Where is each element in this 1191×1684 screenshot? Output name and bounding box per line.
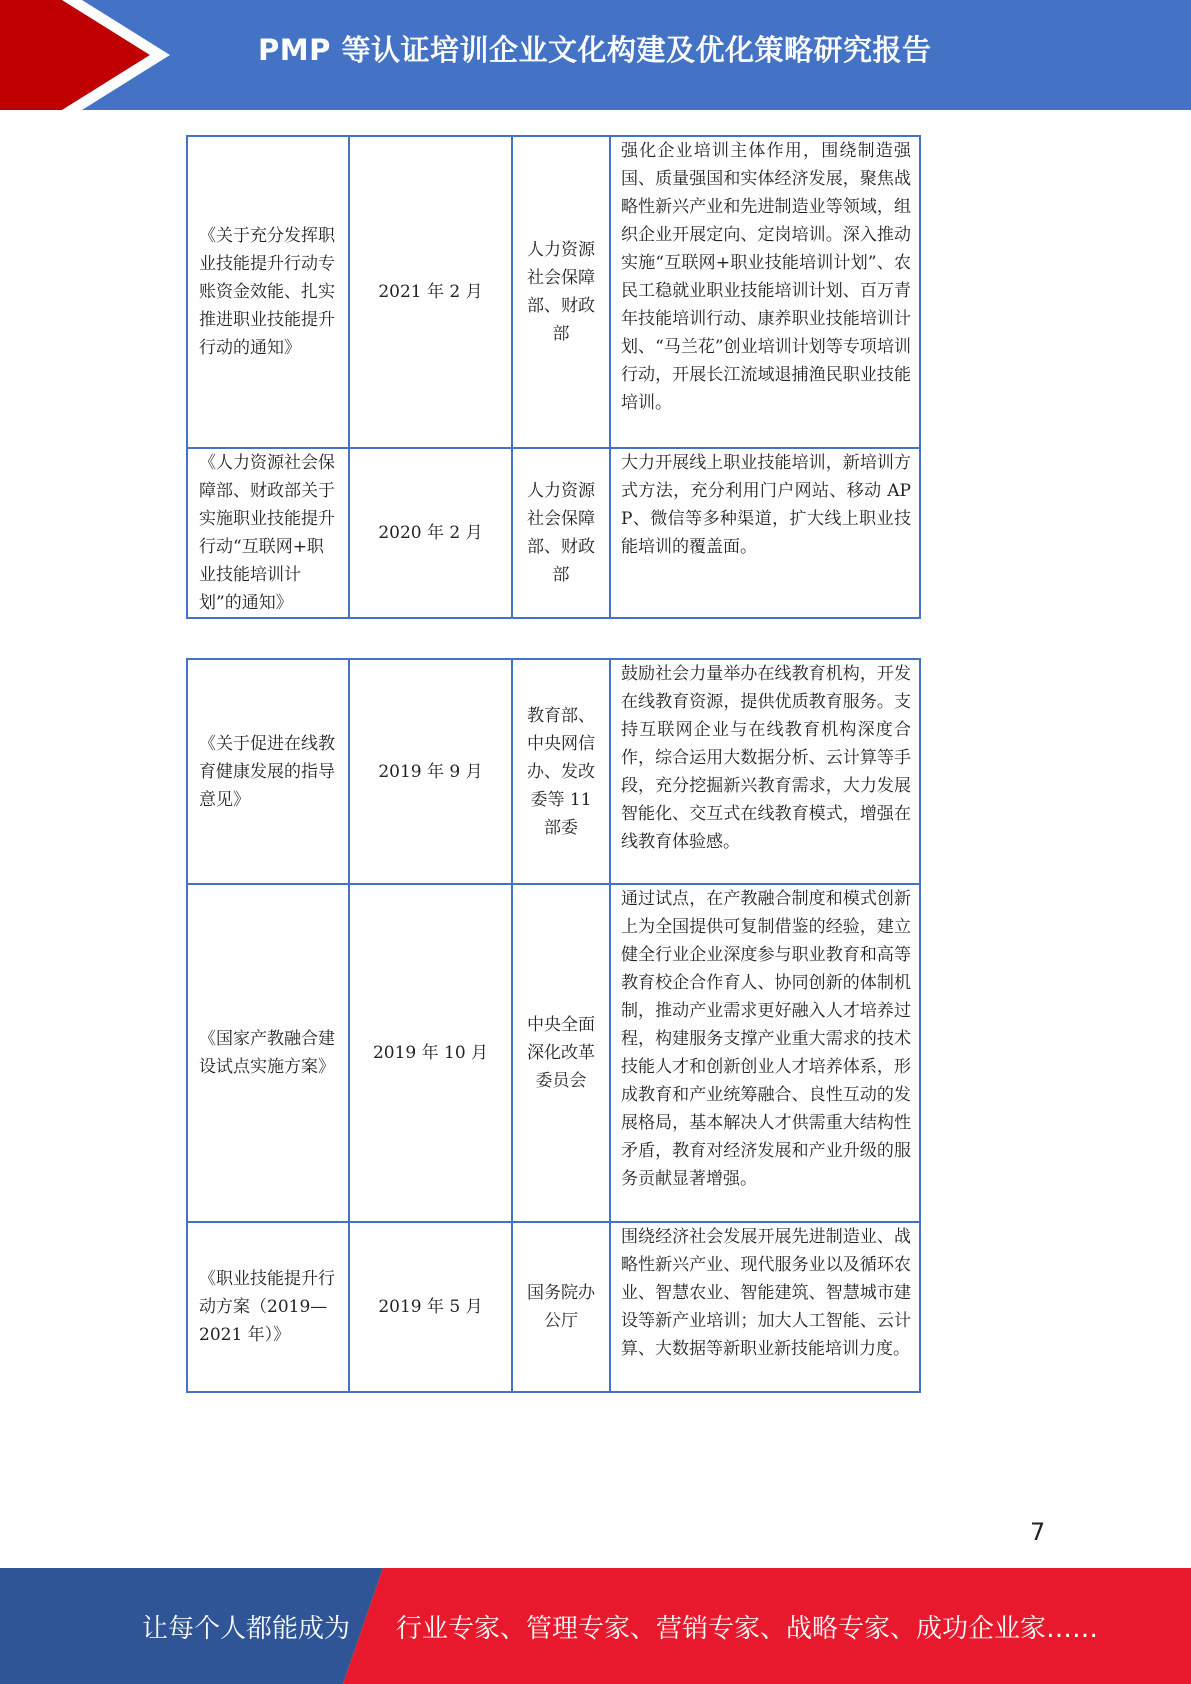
policy-date-cell: 2019 年 9 月 (349, 659, 512, 884)
table-row (187, 136, 920, 448)
policy-content-cell: 围绕经济社会发展开展先进制造业、战略性新兴产业、现代服务业以及循环农业、智慧农业、智能建筑、智慧城市建设等新产业培训；加大人工智能、云计算、大数据等新职业新技能培训力度。 (610, 1222, 920, 1392)
policy-content-cell: 强化企业培训主体作用，围绕制造强国、质量强国和实体经济发展，聚焦战略性新兴产业和先进制造业等领域，组织企业开展定向、定岗培训。深入推动实施“互联网+职业技能培训计划”、农民工稳就业职业技能培训计划、百万青年技能培训行动、康养职业技能培训计划、“马兰花”创业培训计划等专项培训行动，开展长江流域退捕渔民职业技能培训。 (610, 136, 920, 448)
page-header (0, 0, 1191, 110)
policy-title-cell: 《国家产教融合建设试点实施方案》 (187, 884, 349, 1222)
policy-date-cell: 2020 年 2 月 (349, 448, 512, 618)
policy-date-cell: 2019 年 10 月 (349, 884, 512, 1222)
policy-title-cell: 《职业技能提升行动方案（2019—2021 年）》 (187, 1222, 349, 1392)
policy-title-cell: 《关于促进在线教育健康发展的指导意见》 (187, 659, 349, 884)
policy-title-cell: 《关于充分发挥职业技能提升行动专账资金效能、扎实推进职业技能提升行动的通知》 (187, 136, 349, 448)
table-row (187, 659, 920, 884)
table-row (187, 448, 920, 618)
policy-date-cell: 2019 年 5 月 (349, 1222, 512, 1392)
page-footer (0, 1568, 1191, 1684)
page-number: 7 (1030, 1518, 1046, 1546)
policy-table (186, 135, 921, 619)
policy-department-cell: 人力资源社会保障部、财政部 (512, 448, 610, 618)
policy-content-cell: 鼓励社会力量举办在线教育机构，开发在线教育资源，提供优质教育服务。支持互联网企业与在线教育机构深度合作，综合运用大数据分析、云计算等手段，充分挖掘新兴教育需求，大力发展智能化、交互式在线教育模式，增强在线教育体验感。 (610, 659, 920, 884)
policy-date-cell: 2021 年 2 月 (349, 136, 512, 448)
policy-department-cell: 人力资源社会保障部、财政部 (512, 136, 610, 448)
table-row (187, 1222, 920, 1392)
policy-content-cell: 通过试点，在产教融合制度和模式创新上为全国提供可复制借鉴的经验，建立健全行业企业深度参与职业教育和高等教育校企合作育人、协同创新的体制机制，推动产业需求更好融入人才培养过程，构建服务支撑产业重大需求的技术技能人才和创新创业人才培养体系，形成教育和产业统筹融合、良性互动的发展格局，基本解决人才供需重大结构性矛盾，教育对经济发展和产业升级的服务贡献显著增强。 (610, 884, 920, 1222)
policy-department-cell: 国务院办公厅 (512, 1222, 610, 1392)
footer-slogan-left: 让每个人都能成为 (142, 1614, 351, 1644)
policy-content-cell: 大力开展线上职业技能培训，新培训方式方法，充分利用门户网站、移动 APP、微信等多种渠道，扩大线上职业技能培训的覆盖面。 (610, 448, 920, 618)
policy-department-cell: 中央全面深化改革委员会 (512, 884, 610, 1222)
policy-department-cell: 教育部、中央网信办、发改委等 11 部委 (512, 659, 610, 884)
table-row (187, 884, 920, 1222)
footer-slogan-right: 行业专家、管理专家、营销专家、战略专家、成功企业家…… (396, 1614, 1099, 1644)
policy-title-cell: 《人力资源社会保障部、财政部关于实施职业技能提升行动“互联网+职业技能培训计划”的通知》 (187, 448, 349, 618)
page-title: PMP 等认证培训企业文化构建及优化策略研究报告 (258, 33, 932, 67)
policy-table (186, 658, 921, 1393)
